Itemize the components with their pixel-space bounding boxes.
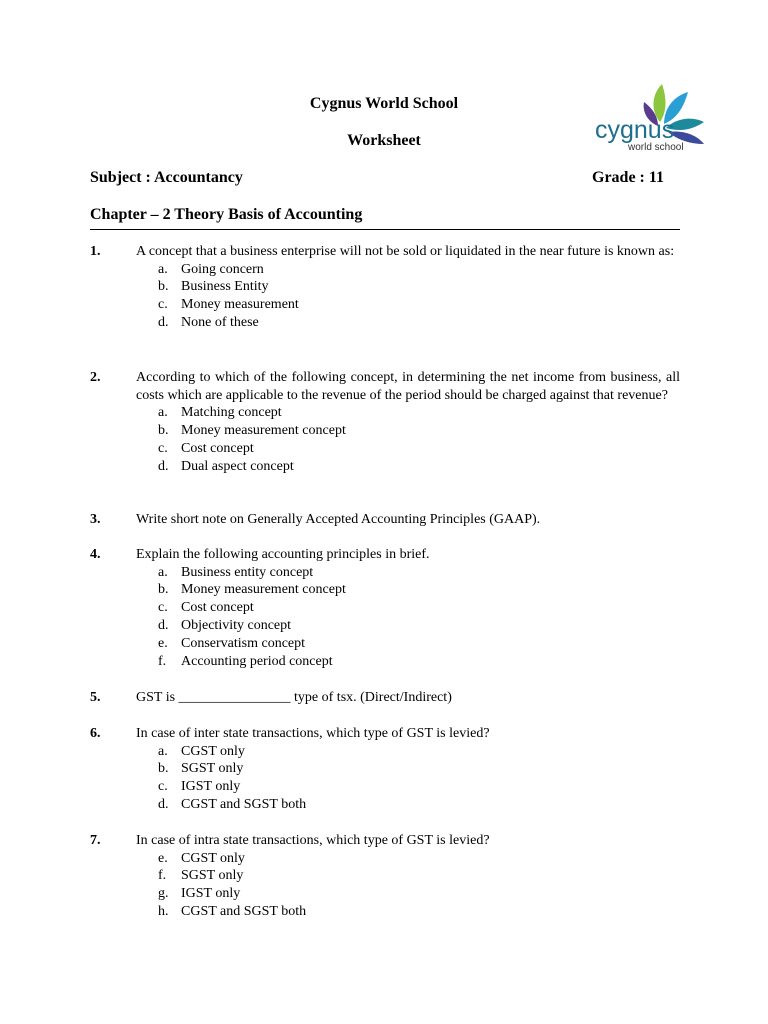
svg-text:cygnus: cygnus bbox=[595, 116, 675, 144]
option-item bbox=[158, 422, 680, 440]
question-text: Write short note on Generally Accepted Accounting Principles (GAAP). bbox=[136, 512, 541, 527]
question-text: In case of intra state transactions, which type of GST is levied? bbox=[136, 833, 490, 848]
option-text: CGST and SGST both bbox=[181, 903, 307, 919]
grade-label: Grade : 11 bbox=[592, 169, 664, 186]
option-label: g. bbox=[158, 886, 169, 902]
option-text: CGST only bbox=[181, 850, 245, 866]
option-label: d. bbox=[158, 314, 169, 330]
header-divider bbox=[90, 229, 680, 230]
option-label: b. bbox=[158, 761, 169, 777]
question-number: 6. bbox=[90, 726, 101, 741]
option-text: SGST only bbox=[181, 868, 244, 884]
option-text: Money measurement concept bbox=[181, 422, 346, 438]
option-item bbox=[158, 653, 680, 671]
option-text: Cost concept bbox=[181, 440, 254, 456]
question-number: 1. bbox=[90, 244, 101, 259]
question-1 bbox=[90, 243, 680, 332]
logo-leaf-icon bbox=[592, 76, 722, 156]
question-number: 7. bbox=[90, 833, 101, 848]
option-label: a. bbox=[158, 743, 168, 759]
chapter-heading: Chapter – 2 Theory Basis of Accounting bbox=[90, 206, 363, 223]
option-label: c. bbox=[158, 297, 168, 313]
option-text: Money measurement bbox=[181, 297, 299, 313]
option-label: h. bbox=[158, 903, 169, 919]
question-4 bbox=[90, 546, 680, 670]
option-label: b. bbox=[158, 582, 169, 598]
option-text: Cost concept bbox=[181, 600, 254, 616]
svg-text:world school: world school bbox=[628, 142, 684, 153]
option-label: c. bbox=[158, 779, 168, 795]
option-text: Matching concept bbox=[181, 405, 282, 421]
option-item bbox=[158, 458, 680, 476]
question-6 bbox=[90, 725, 680, 814]
option-text: SGST only bbox=[181, 761, 244, 777]
worksheet-title: Worksheet bbox=[347, 132, 421, 149]
option-item bbox=[158, 796, 680, 814]
option-item bbox=[158, 743, 680, 761]
question-number: 3. bbox=[90, 512, 101, 527]
option-item bbox=[158, 314, 680, 332]
option-item bbox=[158, 617, 680, 635]
question-number: 4. bbox=[90, 547, 101, 562]
question-text: A concept that a business enterprise will not be sold or liquidated in the near future is known as: bbox=[136, 244, 675, 259]
option-label: d. bbox=[158, 796, 169, 812]
option-item bbox=[158, 867, 680, 885]
option-item bbox=[158, 404, 680, 422]
option-text: IGST only bbox=[181, 886, 241, 902]
option-label: e. bbox=[158, 635, 168, 651]
option-text: Going concern bbox=[181, 261, 264, 277]
option-item bbox=[158, 635, 680, 653]
option-text: Business entity concept bbox=[181, 564, 314, 580]
option-text: Dual aspect concept bbox=[181, 458, 294, 474]
option-item bbox=[158, 440, 680, 458]
option-item bbox=[158, 778, 680, 796]
option-item bbox=[158, 564, 680, 582]
option-label: b. bbox=[158, 422, 169, 438]
option-text: Accounting period concept bbox=[181, 653, 333, 669]
option-text: IGST only bbox=[181, 779, 241, 795]
option-text: Money measurement concept bbox=[181, 582, 346, 598]
subject-label: Subject : Accountancy bbox=[90, 169, 243, 186]
option-text: Objectivity concept bbox=[181, 617, 292, 633]
option-label: d. bbox=[158, 617, 169, 633]
question-text: Explain the following accounting principles in brief. bbox=[136, 547, 430, 562]
question-5 bbox=[90, 689, 680, 707]
option-item bbox=[158, 296, 680, 314]
option-text: CGST and SGST both bbox=[181, 796, 307, 812]
option-label: c. bbox=[158, 440, 168, 456]
option-text: CGST only bbox=[181, 743, 245, 759]
option-text: Conservatism concept bbox=[181, 635, 306, 651]
school-name: Cygnus World School bbox=[309, 95, 459, 112]
question-number: 2. bbox=[90, 370, 101, 385]
option-item bbox=[158, 581, 680, 599]
question-2 bbox=[90, 369, 680, 475]
option-text: Business Entity bbox=[181, 279, 269, 295]
option-label: a. bbox=[158, 261, 168, 277]
question-text: According to which of the following concept, in determining the net income from business, all costs which are applicable to the revenue of the period should be charged against that revenue? bbox=[136, 370, 680, 403]
option-item bbox=[158, 903, 680, 921]
option-label: f. bbox=[158, 653, 167, 669]
question-text: In case of inter state transactions, which type of GST is levied? bbox=[136, 726, 490, 741]
option-item bbox=[158, 760, 680, 778]
option-label: a. bbox=[158, 564, 168, 580]
option-label: d. bbox=[158, 458, 169, 474]
option-label: c. bbox=[158, 600, 168, 616]
option-item bbox=[158, 261, 680, 279]
option-label: f. bbox=[158, 868, 167, 884]
option-item bbox=[158, 599, 680, 617]
option-label: e. bbox=[158, 850, 168, 866]
option-item bbox=[158, 850, 680, 868]
option-item bbox=[158, 885, 680, 903]
question-3 bbox=[90, 511, 680, 529]
option-item bbox=[158, 278, 680, 296]
question-text: GST is ________________ type of tsx. (Direct/Indirect) bbox=[136, 690, 452, 705]
question-number: 5. bbox=[90, 690, 101, 705]
school-logo bbox=[592, 76, 722, 156]
question-7 bbox=[90, 832, 680, 921]
option-label: a. bbox=[158, 405, 168, 421]
option-label: b. bbox=[158, 279, 169, 295]
option-text: None of these bbox=[181, 314, 259, 330]
